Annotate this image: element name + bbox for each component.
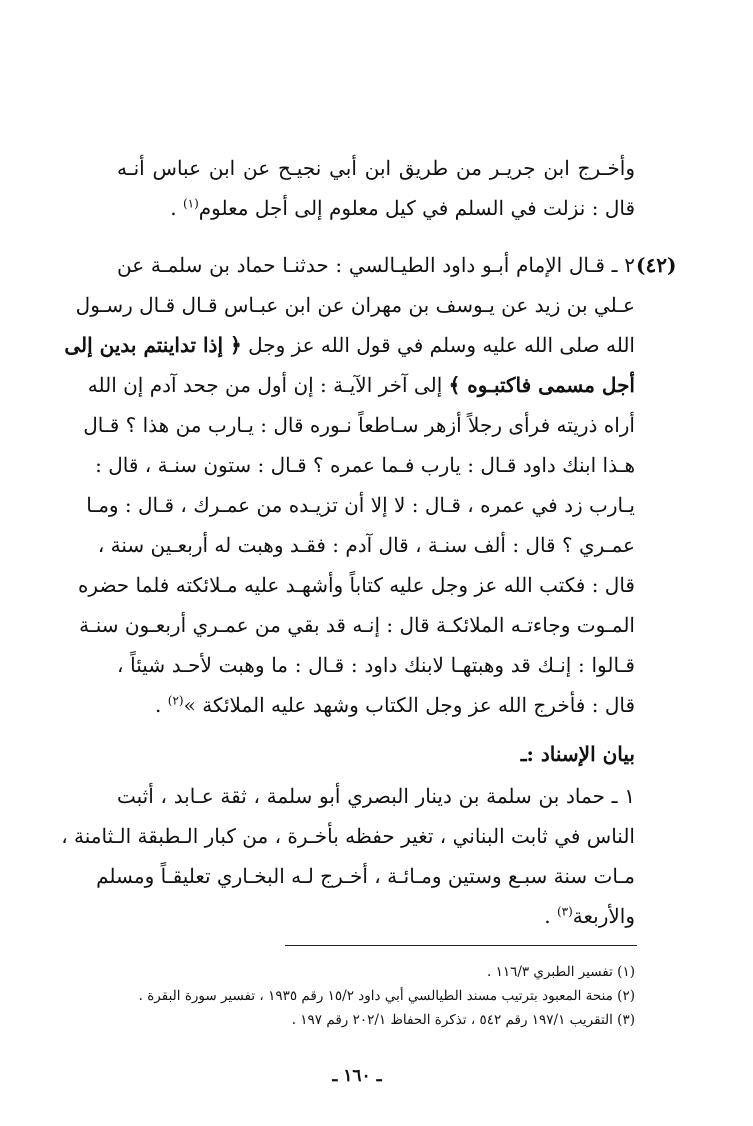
text-line (117, 896, 635, 936)
text-line: ٢ ـ قـال الإمام أبـو داود الطيـالسي : حدثنـا حماد بن سلمـة عن (117, 253, 635, 277)
footnote-ref: (٢) (167, 693, 184, 708)
footnote-ref: (١) (182, 196, 199, 211)
page-number: ـ ١٦٠ ـ (332, 1066, 382, 1086)
text-line (64, 325, 635, 365)
text-line: قال : فكتب الله عز وجل عليه كتاباً وأشهـد عليه مـلائكته فلما حضره (77, 573, 635, 597)
isnad-text (61, 776, 635, 936)
footnote-ref: (٣) (556, 904, 573, 919)
text-segment: والأربعة (572, 904, 635, 928)
text-line (117, 685, 635, 725)
text-line: ١ ـ حماد بن سلمة بن دينار البصري أبو سلمة ، ثقة عـابد ، أثبت (117, 784, 635, 808)
text-line (117, 188, 635, 228)
footnote-3: (٣) التقريب ١٩٧/١ رقم ٥٤٢ ، تذكرة الحفاظ ٢٠٢/١ رقم ١٩٧ . (291, 1012, 635, 1028)
text-segment: . (155, 693, 168, 717)
text-line: مـات سنة سبـع وستين ومـائـة ، أخـرج لـه البخـاري تعليقـاً ومسلم (96, 864, 635, 888)
text-segment: قال : فأخرج الله عز وجل الكتاب وشهد عليه الملائكة » (183, 693, 635, 717)
text-segment: إلى آخر الآيـة : إن أول من جحد آدم إن الله (87, 373, 443, 397)
text-line: عـلي بن زيد عن يـوسف بن مهران عن ابن عبـاس قـال قـال رسـول (75, 293, 635, 317)
text-line: المـوت وجاءتـه الملائكـة قال : إنـه قد بقي من عمـري أربعـون سنـة (79, 613, 635, 637)
text-line: أراه ذريته فرأى رجلاً أزهر سـاطعاً نـوره قال : يـارب من هذا ؟ قـال (83, 413, 635, 437)
quran-verse: ﴿ إذا تداينتم بدين إلى (64, 333, 242, 357)
hadith-text (64, 245, 635, 725)
hadith-number: (٤٢) (636, 253, 677, 277)
quran-verse: أجل مسمى فاكتبـوه ﴾ (448, 373, 635, 397)
footnote-divider (285, 945, 637, 946)
paragraph-ibn-jarir (117, 148, 635, 228)
text-line: قـالوا : إنـك قد وهبتهـا لابنك داود : قـال : ما وهبت لأحـد شيئاً ، (117, 653, 635, 677)
footnotes (115, 960, 635, 1032)
text-line: عمـري ؟ قال : ألف سنـة ، قال آدم : فقـد وهبت له أربعـين سنة ، (97, 533, 635, 557)
text-line: يـارب زد في عمره ، قـال : لا إلا أن تزيـده من عمـرك ، قـال : ومـا (86, 493, 635, 517)
footnote-2: (٢) منحة المعبود بترتيب مسند الطيالسي أبي داود ١٥/٢ رقم ١٩٣٥ ، تفسير سورة البقرة . (138, 988, 635, 1004)
text-line: وأخـرج ابن جريـر من طريق ابن أبي نجيـح عن ابن عباس أنـه (117, 156, 635, 180)
text-line: هـذا ابنك داود قـال : يارب فـما عمره ؟ قـال : ستون سنـة ، قال : (95, 453, 635, 477)
text-segment: قال : نزلت في السلم في كيل معلوم إلى أجل معلوم (198, 196, 635, 220)
text-segment: . (544, 904, 557, 928)
text-line (87, 365, 635, 405)
footnote-1: (١) تفسير الطبري ١١٦/٣ . (486, 964, 635, 980)
section-heading-isnad: بيان الإسناد :ـ (520, 742, 635, 766)
text-line: الناس في ثابت البناني ، تغير حفظه بأخـرة ، من كبار الـطبقة الـثامنة ، (61, 824, 635, 848)
text-segment: الله صلى الله عليه وسلم في قول الله عز وجل (248, 333, 635, 357)
text-segment: . (170, 196, 183, 220)
